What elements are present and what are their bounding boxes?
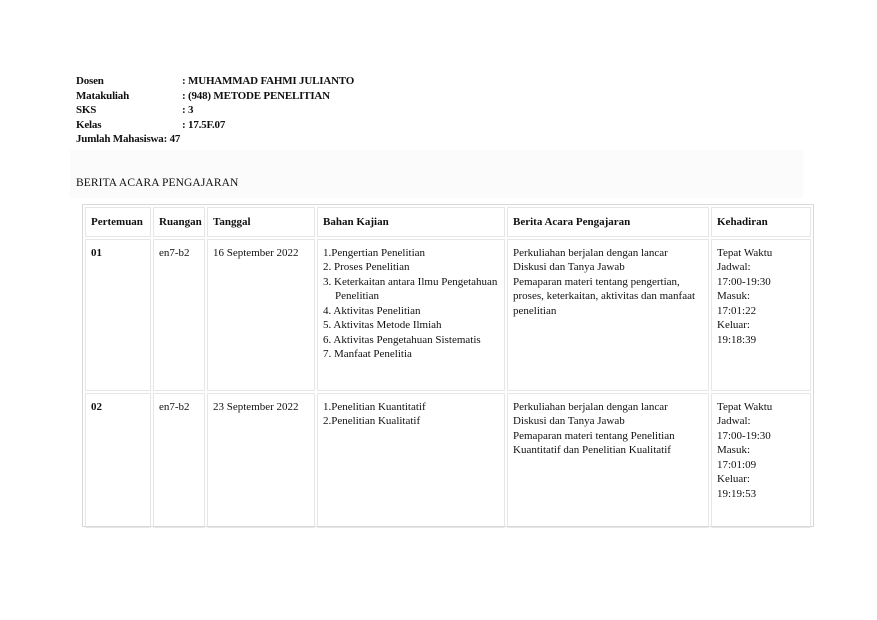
column-header-kehadiran: Kehadiran bbox=[711, 207, 811, 237]
header-label-sks: SKS bbox=[76, 104, 97, 116]
cell-tanggal: 16 September 2022 bbox=[207, 239, 315, 391]
header-row-jumlah-mahasiswa bbox=[76, 132, 354, 147]
bahan-kajian-item: 1.Penelitian Kuantitatif bbox=[323, 400, 426, 413]
cell-bahan-kajian bbox=[317, 239, 505, 391]
cell-pertemuan: 01 bbox=[85, 239, 151, 391]
kehadiran-keluar-label: Keluar: bbox=[717, 319, 750, 331]
berita-acara-line: Perkuliahan berjalan dengan lancar bbox=[513, 400, 668, 413]
header-value-dosen: : MUHAMMAD FAHMI JULIANTO bbox=[182, 75, 355, 87]
teaching-report-table-container bbox=[82, 204, 814, 527]
header-row-matakuliah bbox=[76, 89, 354, 104]
kehadiran-masuk-label: Masuk: bbox=[717, 290, 750, 302]
column-header-ruangan: Ruangan bbox=[153, 207, 205, 237]
kehadiran-keluar-value: 19:19:53 bbox=[717, 487, 757, 500]
bahan-kajian-item: 7. Manfaat Penelitia bbox=[323, 348, 412, 360]
cell-kehadiran bbox=[711, 239, 811, 391]
header-row-sks bbox=[76, 103, 354, 118]
header-row-kelas bbox=[76, 118, 354, 133]
kehadiran-jadwal-value: 17:00-19:30 bbox=[717, 429, 771, 442]
cell-ruangan: en7-b2 bbox=[153, 393, 205, 528]
table-row bbox=[85, 393, 811, 528]
header-value-kelas: : 17.5F.07 bbox=[182, 118, 226, 131]
cell-ruangan: en7-b2 bbox=[153, 239, 205, 391]
cell-kehadiran bbox=[711, 393, 811, 528]
berita-acara-line: Pemaparan materi tentang Penelitian Kuantitatif dan Penelitian Kualitatif bbox=[513, 429, 675, 456]
column-header-pertemuan: Pertemuan bbox=[85, 207, 151, 237]
header-value-matakuliah: : (948) METODE PENELITIAN bbox=[182, 89, 330, 102]
kehadiran-masuk-label: Masuk: bbox=[717, 444, 750, 456]
bahan-kajian-item: 2. Proses Penelitian bbox=[323, 261, 410, 273]
berita-acara-line: Pemaparan materi tentang pengertian, proses, keterkaitan, aktivitas dan manfaat penelitian bbox=[513, 275, 696, 317]
bahan-kajian-item: 2.Penelitian Kualitatif bbox=[323, 415, 421, 427]
column-header-bahan-kajian: Bahan Kajian bbox=[317, 207, 505, 237]
teaching-report-table bbox=[83, 205, 813, 530]
berita-acara-line: Perkuliahan berjalan dengan lancar bbox=[513, 246, 668, 259]
kehadiran-jadwal-label: Jadwal: bbox=[717, 261, 751, 273]
header-label-dosen: Dosen bbox=[76, 75, 104, 87]
table-row bbox=[85, 239, 811, 391]
kehadiran-masuk-value: 17:01:22 bbox=[717, 304, 757, 317]
kehadiran-status: Tepat Waktu bbox=[717, 400, 773, 413]
kehadiran-keluar-label: Keluar: bbox=[717, 473, 750, 485]
course-info-header bbox=[76, 74, 354, 147]
header-row-dosen bbox=[76, 74, 354, 89]
kehadiran-status: Tepat Waktu bbox=[717, 246, 773, 259]
table-header-row bbox=[85, 207, 811, 237]
kehadiran-jadwal-value: 17:00-19:30 bbox=[717, 275, 771, 288]
bahan-kajian-item: 6. Aktivitas Pengetahuan Sistematis bbox=[323, 333, 481, 346]
kehadiran-keluar-value: 19:18:39 bbox=[717, 333, 757, 346]
header-value-sks: : 3 bbox=[182, 104, 194, 116]
header-label-kelas: Kelas bbox=[76, 118, 102, 131]
bahan-kajian-item: 3. Keterkaitan antara Ilmu Pengetahuan Penelitian bbox=[323, 275, 498, 302]
bahan-kajian-list bbox=[323, 246, 499, 362]
header-value-jumlah-mahasiswa: : 47 bbox=[163, 133, 181, 145]
bahan-kajian-item: 4. Aktivitas Penelitian bbox=[323, 304, 421, 317]
cell-berita-acara bbox=[507, 239, 709, 391]
cell-pertemuan: 02 bbox=[85, 393, 151, 528]
kehadiran-masuk-value: 17:01:09 bbox=[717, 458, 757, 471]
bahan-kajian-item: 5. Aktivitas Metode Ilmiah bbox=[323, 319, 442, 331]
kehadiran-jadwal-label: Jadwal: bbox=[717, 415, 751, 427]
column-header-tanggal: Tanggal bbox=[207, 207, 315, 237]
column-header-berita-acara: Berita Acara Pengajaran bbox=[507, 207, 709, 237]
bahan-kajian-item: 1.Pengertian Penelitian bbox=[323, 246, 426, 259]
header-label-jumlah-mahasiswa: Jumlah Mahasiswa bbox=[76, 133, 164, 145]
section-title: BERITA ACARA PENGAJARAN bbox=[76, 177, 239, 189]
section-background bbox=[70, 150, 803, 198]
berita-acara-line: Diskusi dan Tanya Jawab bbox=[513, 261, 625, 273]
cell-tanggal: 23 September 2022 bbox=[207, 393, 315, 528]
cell-berita-acara bbox=[507, 393, 709, 528]
bahan-kajian-list bbox=[323, 400, 499, 429]
cell-bahan-kajian bbox=[317, 393, 505, 528]
berita-acara-line: Diskusi dan Tanya Jawab bbox=[513, 415, 625, 427]
header-label-matakuliah: Matakuliah bbox=[76, 89, 130, 102]
